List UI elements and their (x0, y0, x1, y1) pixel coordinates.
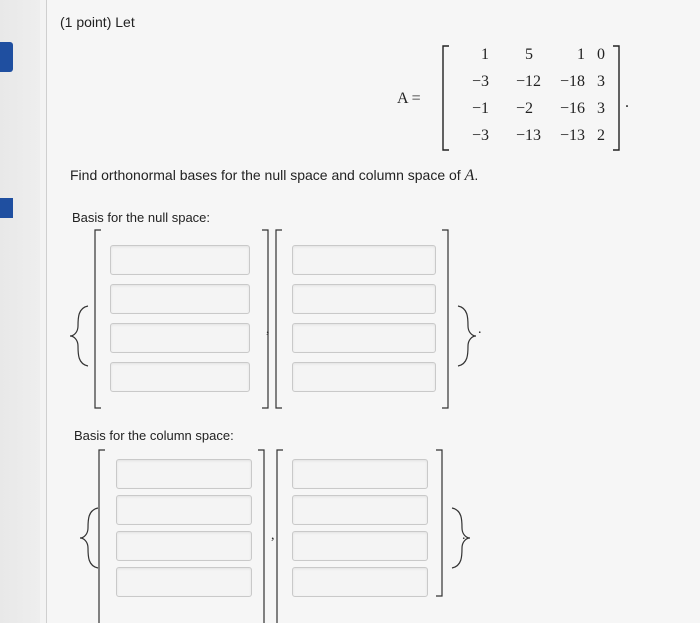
null-v1-entry-3[interactable] (110, 323, 250, 353)
matrix-cell: −12 (515, 73, 541, 90)
column-space-label: Basis for the column space: (74, 428, 234, 443)
vector-separator: , (271, 528, 275, 543)
col-v1-entry-2[interactable] (116, 495, 252, 525)
matrix-cell: −13 (559, 127, 585, 144)
col-v1-entry-1[interactable] (116, 459, 252, 489)
matrix-cell: 1 (577, 46, 585, 63)
matrix-cell: −1 (471, 100, 489, 117)
left-tab-indicator (0, 42, 13, 72)
matrix-cell: 3 (597, 100, 605, 117)
matrix-cell: 2 (597, 127, 605, 144)
col-v1-entry-3[interactable] (116, 531, 252, 561)
col-v2-entry-3[interactable] (292, 531, 428, 561)
matrix-cell: 5 (525, 46, 533, 63)
matrix-cell: 1 (481, 46, 489, 63)
matrix-cell: −3 (471, 73, 489, 90)
matrix-cell: −16 (559, 100, 585, 117)
col-v2-entry-1[interactable] (292, 459, 428, 489)
null-v1-entry-2[interactable] (110, 284, 250, 314)
matrix-a (441, 44, 621, 154)
col-v2-entry-4[interactable] (292, 567, 428, 597)
matrix-cell: −13 (515, 127, 541, 144)
instruction-variable: A (464, 167, 475, 184)
left-tab-indicator (0, 198, 13, 218)
matrix-cell: −18 (559, 73, 585, 90)
matrix-cell: −2 (515, 100, 533, 117)
instruction-text: Find orthonormal bases for the null space and column space of (70, 167, 465, 183)
vector-separator: , (266, 322, 270, 337)
close-brace-period: . (478, 322, 482, 337)
problem-header: (1 point) Let (60, 14, 135, 30)
null-v2-entry-2[interactable] (292, 284, 436, 314)
matrix-label: A = (397, 90, 421, 107)
instruction-period: . (474, 167, 479, 183)
col-v2-entry-2[interactable] (292, 495, 428, 525)
null-v2-entry-3[interactable] (292, 323, 436, 353)
instruction (70, 167, 478, 185)
matrix-cell: 0 (597, 46, 605, 63)
close-brace-period: . (462, 528, 466, 543)
null-space-label: Basis for the null space: (72, 210, 211, 225)
matrix-cell: 3 (597, 73, 605, 90)
col-v1-entry-4[interactable] (116, 567, 252, 597)
null-v2-entry-4[interactable] (292, 362, 436, 392)
null-v2-entry-1[interactable] (292, 245, 436, 275)
matrix-period: . (625, 94, 629, 111)
null-v1-entry-1[interactable] (110, 245, 250, 275)
null-v1-entry-4[interactable] (110, 362, 250, 392)
left-strip (0, 0, 40, 623)
matrix-cell: −3 (471, 127, 489, 144)
